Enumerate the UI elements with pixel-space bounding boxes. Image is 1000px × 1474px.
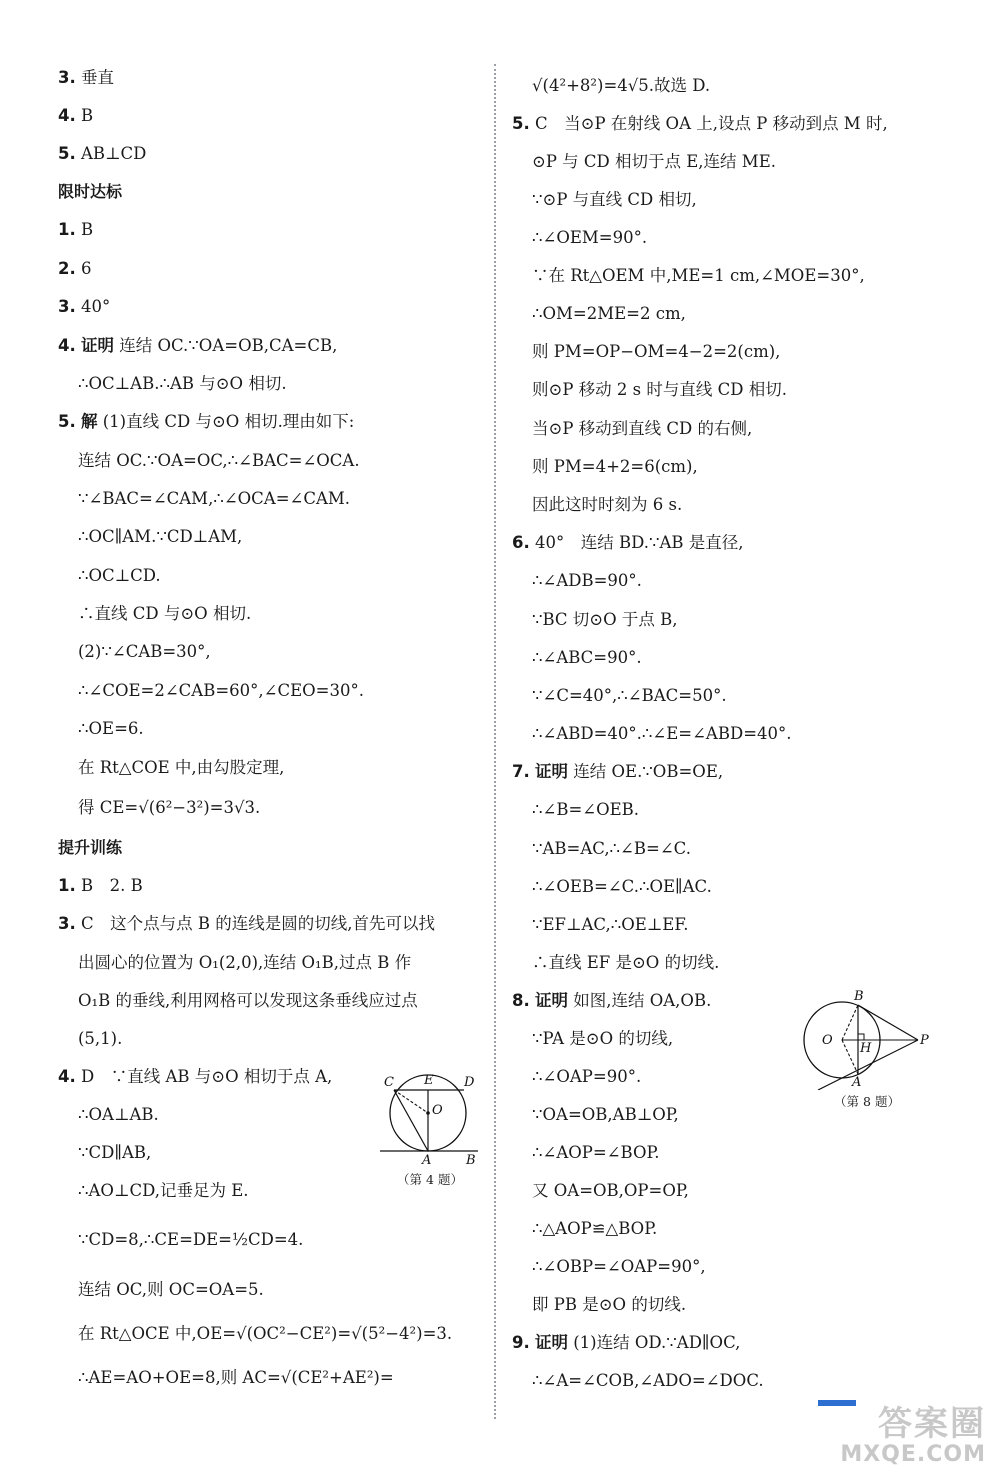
answer-line — [532, 569, 642, 593]
question-number: 9. — [512, 1333, 530, 1352]
answer-line — [58, 334, 337, 358]
answer-line — [532, 378, 787, 402]
answer-text: ∴OC⊥AB.∴AB 与⊙O 相切. — [78, 374, 287, 393]
question-number: 7. — [512, 762, 530, 781]
answer-text: (5,1). — [78, 1029, 123, 1048]
answer-line — [532, 74, 710, 98]
answer-text: (2)∵∠CAB=30°, — [78, 642, 211, 661]
answer-line — [78, 372, 287, 396]
question-number: 4. — [58, 336, 76, 355]
answer-text: ∴OA⊥AB. — [78, 1105, 159, 1124]
answer-line — [532, 875, 712, 899]
section-heading: 限时达标 — [58, 182, 123, 201]
answer-line — [532, 188, 697, 212]
answer-text: 连结 OC,则 OC=OA=5. — [78, 1280, 264, 1299]
question-number: 1. — [58, 220, 76, 239]
answer-line — [532, 417, 752, 441]
answer-line — [78, 525, 242, 549]
answer-line — [78, 1103, 159, 1127]
answer-line — [532, 264, 865, 288]
answer-line — [512, 531, 744, 555]
answer-text: 则 PM=OP−OM=4−2=2(cm), — [532, 342, 781, 361]
answer-text: ∵BC 切⊙O 于点 B, — [532, 610, 678, 629]
answer-text: ∴∠OEM=90°. — [532, 228, 648, 247]
answer-text: 连结 OC.∵OA=OC,∴∠BAC=∠OCA. — [78, 451, 360, 470]
answer-line — [532, 302, 686, 326]
answer-text: 即 PB 是⊙O 的切线. — [532, 1295, 687, 1314]
answer-text: 则⊙P 移动 2 s 时与直线 CD 相切. — [532, 380, 787, 399]
figure-problem-4 — [380, 1068, 480, 1188]
answer-text: ∴∠B=∠OEB. — [532, 800, 640, 819]
answer-line — [58, 874, 143, 898]
footer-accent-bar — [818, 1400, 856, 1406]
answer-line — [532, 1141, 659, 1165]
answer-line — [532, 1027, 673, 1051]
fig8-label-o: O — [822, 1033, 833, 1048]
answer-text: ∴∠ABC=90°. — [532, 648, 642, 667]
answer-line — [532, 1103, 679, 1127]
answer-line — [78, 717, 144, 741]
answer-tag: 证明 — [535, 1333, 568, 1352]
answer-text: 垂直 — [81, 68, 114, 87]
answer-text: ∵CD∥AB, — [78, 1143, 152, 1162]
fig4-label-b: B — [466, 1153, 476, 1168]
answer-text: (1)连结 OD.∵AD∥OC, — [573, 1333, 741, 1352]
answer-line — [532, 1369, 764, 1393]
answer-text: ∴OC∥AM.∵CD⊥AM, — [78, 527, 243, 546]
answer-line — [58, 66, 114, 90]
answer-tag: 证明 — [535, 762, 568, 781]
answer-line — [58, 257, 92, 281]
answer-text: ∴∠AOP=∠BOP. — [532, 1143, 660, 1162]
question-number: 4. — [58, 106, 76, 125]
answer-text: ∵⊙P 与直线 CD 相切, — [532, 190, 697, 209]
answer-line — [532, 837, 691, 861]
answer-text: 又 OA=OB,OP=OP, — [532, 1181, 689, 1200]
answer-text: ∴∠OAP=90°. — [532, 1067, 642, 1086]
answer-text: ∴∠COE=2∠CAB=60°,∠CEO=30°. — [78, 681, 364, 700]
answer-line — [532, 150, 776, 174]
figure-4-diagram — [380, 1068, 480, 1168]
answer-text: ∴OC⊥CD. — [78, 566, 161, 585]
answer-text: (1)直线 CD 与⊙O 相切.理由如下: — [102, 412, 355, 431]
answer-text: 则 PM=4+2=6(cm), — [532, 457, 698, 476]
answer-line — [512, 760, 723, 784]
figure-4-caption: （第 4 题） — [397, 1172, 463, 1187]
question-number: 2. — [58, 259, 76, 278]
answer-text: 因此这时时刻为 6 s. — [532, 495, 683, 514]
answer-text: 当⊙P 移动到直线 CD 的右侧, — [532, 419, 753, 438]
answer-line — [78, 1179, 249, 1203]
answer-text: ∵EF⊥AC,∴OE⊥EF. — [532, 915, 689, 934]
answer-line — [78, 951, 411, 975]
fig4-label-a: A — [422, 1153, 432, 1168]
answer-text: C 当⊙P 在射线 OA 上,设点 P 移动到点 M 时, — [535, 114, 888, 133]
answer-line — [78, 989, 418, 1013]
answer-text: D ∵直线 AB 与⊙O 相切于点 A, — [81, 1067, 333, 1086]
question-number: 6. — [512, 533, 530, 552]
answer-line — [532, 913, 688, 937]
answer-text: ∴∠OBP=∠OAP=90°, — [532, 1257, 706, 1276]
answer-line — [532, 340, 780, 364]
fig4-label-d: D — [464, 1075, 475, 1090]
question-number: 4. — [58, 1067, 76, 1086]
answer-line — [532, 455, 698, 479]
fig8-label-a: A — [852, 1075, 862, 1090]
answer-line — [78, 756, 284, 780]
answer-text: ∵∠C=40°,∴∠BAC=50°. — [532, 686, 727, 705]
watermark — [840, 1404, 986, 1467]
answer-text: 40° 连结 BD.∵AB 是直径, — [535, 533, 744, 552]
answer-text: ∵PA 是⊙O 的切线, — [532, 1029, 674, 1048]
figure-8-caption: （第 8 题） — [834, 1094, 900, 1109]
answer-line — [512, 989, 711, 1013]
answer-line — [512, 1331, 740, 1355]
answer-line — [78, 564, 161, 588]
answer-line — [532, 684, 727, 708]
answer-line — [58, 410, 354, 434]
question-number: 5. — [58, 412, 76, 431]
answer-text: 如图,连结 OA,OB. — [573, 991, 712, 1010]
answer-text: 出圆心的位置为 O₁(2,0),连结 O₁B,过点 B 作 — [78, 953, 412, 972]
answer-line — [58, 295, 110, 319]
answer-line — [78, 1141, 151, 1165]
answer-text: ∴AE=AO+OE=8,则 AC=√(CE²+AE²)= — [78, 1368, 394, 1387]
question-number: 3. — [58, 914, 76, 933]
answer-line — [512, 112, 888, 136]
column-divider — [494, 64, 496, 1419]
figure-problem-8 — [800, 990, 934, 1110]
answer-text: ∴∠ABD=40°.∴∠E=∠ABD=40°. — [532, 724, 792, 743]
answer-tag: 证明 — [535, 991, 568, 1010]
answer-text: ∴OM=2ME=2 cm, — [532, 304, 686, 323]
answer-text: B 2. B — [81, 876, 143, 895]
answer-text: ∴∠ADB=90°. — [532, 571, 642, 590]
answer-line — [78, 1027, 122, 1051]
answer-text: ∵∠BAC=∠CAM,∴∠OCA=∠CAM. — [78, 489, 351, 508]
watermark-url: MXQE.COM — [840, 1441, 986, 1467]
answer-line — [58, 912, 435, 936]
answer-line — [532, 722, 792, 746]
fig8-label-b: B — [854, 990, 864, 1004]
question-number: 5. — [512, 114, 530, 133]
question-number: 8. — [512, 991, 530, 1010]
answer-text: C 这个点与点 B 的连线是圆的切线,首先可以找 — [81, 914, 435, 933]
figure-8-diagram — [800, 990, 934, 1090]
answer-line — [532, 1293, 686, 1317]
answer-tag: 证明 — [81, 336, 114, 355]
answer-line — [532, 951, 719, 975]
answer-text: ∵AB=AC,∴∠B=∠C. — [532, 839, 691, 858]
watermark-title: 答案圈 — [878, 1404, 986, 1445]
answer-text: ∴∠OEB=∠C.∴OE∥AC. — [532, 877, 712, 896]
answer-line — [532, 493, 682, 517]
answer-text: ∴OE=6. — [78, 719, 144, 738]
fig4-label-o: O — [432, 1103, 443, 1118]
answer-line — [532, 798, 639, 822]
answer-line — [78, 1228, 303, 1252]
fig4-label-e: E — [424, 1073, 434, 1088]
answer-text: ∴∠A=∠COB,∠ADO=∠DOC. — [532, 1371, 764, 1390]
question-number: 3. — [58, 297, 76, 316]
answer-line — [58, 1065, 332, 1089]
answer-line — [78, 679, 364, 703]
answer-text: 6 — [81, 259, 92, 278]
answer-text: 得 CE=√(6²−3²)=3√3. — [78, 798, 261, 817]
answer-text: 在 Rt△OCE 中,OE=√(OC²−CE²)=√(5²−4²)=3. — [78, 1324, 453, 1343]
answer-text: 连结 OE.∵OB=OE, — [573, 762, 724, 781]
answer-line — [58, 142, 146, 166]
fig8-label-p: P — [920, 1033, 929, 1048]
answer-text: ∵CD=8,∴CE=DE=½CD=4. — [78, 1230, 304, 1249]
fig4-label-c: C — [384, 1075, 394, 1090]
section-heading: 提升训练 — [58, 838, 123, 857]
answer-text: ∴直线 EF 是⊙O 的切线. — [532, 953, 720, 972]
answer-line — [78, 487, 350, 511]
answer-text: AB⊥CD — [81, 144, 147, 163]
question-number: 1. — [58, 876, 76, 895]
question-number: 5. — [58, 144, 76, 163]
answer-text: 连结 OC.∵OA=OB,CA=CB, — [119, 336, 338, 355]
answer-text: O₁B 的垂线,利用网格可以发现这条垂线应过点 — [78, 991, 418, 1010]
answer-line — [58, 104, 93, 128]
answer-line — [532, 608, 678, 632]
answer-line — [532, 1179, 689, 1203]
answer-line — [78, 1366, 394, 1390]
answer-text: ∴△AOP≌△BOP. — [532, 1219, 658, 1238]
answer-line — [532, 1255, 706, 1279]
fig8-label-h: H — [860, 1041, 872, 1056]
answer-line — [532, 226, 647, 250]
answer-line — [78, 1278, 264, 1302]
question-number: 3. — [58, 68, 76, 87]
answer-text: 40° — [81, 297, 111, 316]
answer-text: 在 Rt△COE 中,由勾股定理, — [78, 758, 285, 777]
answer-line — [58, 218, 93, 242]
answer-line — [78, 1322, 452, 1346]
answer-text: ∴直线 CD 与⊙O 相切. — [78, 604, 252, 623]
answer-line — [78, 449, 360, 473]
answer-text: ⊙P 与 CD 相切于点 E,连结 ME. — [532, 152, 776, 171]
answer-line — [532, 1065, 641, 1089]
answer-line — [532, 646, 642, 670]
answer-text: ∴AO⊥CD,记垂足为 E. — [78, 1181, 249, 1200]
answer-line — [78, 640, 211, 664]
answer-line — [78, 796, 260, 820]
answer-line — [532, 1217, 657, 1241]
answer-text: B — [81, 220, 94, 239]
answer-text: B — [81, 106, 94, 125]
answer-text: ∵在 Rt△OEM 中,ME=1 cm,∠MOE=30°, — [532, 266, 865, 285]
answer-text: ∵OA=OB,AB⊥OP, — [532, 1105, 679, 1124]
answer-tag: 解 — [81, 412, 98, 431]
answer-text: √(4²+8²)=4√5.故选 D. — [532, 76, 711, 95]
answer-line — [78, 602, 251, 626]
